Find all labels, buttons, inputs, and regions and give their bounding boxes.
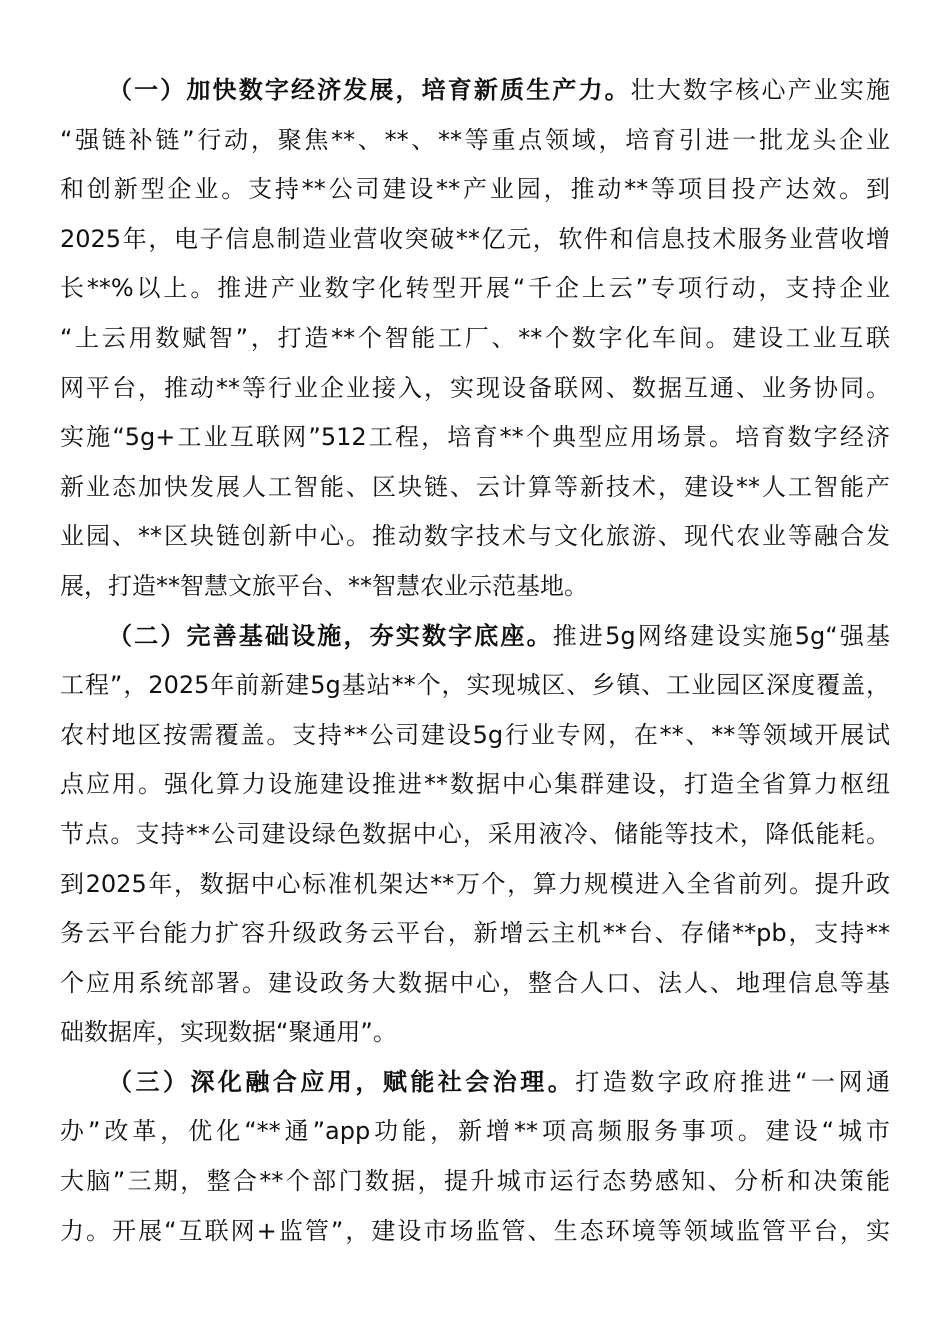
section-heading: （一）加快数字经济发展，培育新质生产力。	[108, 76, 631, 104]
text-line: 力。开展“互联网+监管”，建设市场监管、生态环境等领域监管平台，实	[60, 1216, 890, 1245]
text-line: （一）加快数字经济发展，培育新质生产力。壮大数字核心产业实施	[108, 76, 891, 104]
text-line: （三）深化融合应用，赋能社会治理。打造数字政府推进“一网通	[108, 1067, 890, 1096]
text-line: 业园、**区块链创新中心。推动数字技术与文化旅游、现代农业等融合发	[60, 522, 890, 551]
text-line: 展，打造**智慧文旅平台、**智慧农业示范基地。	[60, 571, 588, 600]
text-line: 大脑”三期，整合**个部门数据，提升城市运行态势感知、分析和决策能	[60, 1167, 890, 1196]
text-line: 新业态加快发展人工智能、区块链、云计算等新技术，建设**人工智能产	[60, 472, 890, 501]
section-heading: （三）深化融合应用，赋能社会治理。	[108, 1067, 576, 1096]
text-line: 2025年，电子信息制造业营收突破**亿元，软件和信息技术服务业营收增	[60, 224, 890, 253]
text-line: 务云平台能力扩容升级政务云平台，新增云主机**台、存储**pb，支持**	[60, 919, 890, 948]
text-line: 节点。支持**公司建设绿色数据中心，采用液冷、储能等技术，降低能耗。	[60, 819, 890, 848]
section-3-paragraph	[60, 1058, 890, 1256]
text-line: 实施“5g+工业互联网”512工程，培育**个典型应用场景。培育数字经济	[60, 423, 890, 452]
text-line: 长**%以上。推进产业数字化转型开展“千企上云”专项行动，支持企业	[60, 274, 890, 303]
document-body	[60, 66, 890, 1256]
text-line: 和创新型企业。支持**公司建设**产业园，推动**等项目投产达效。到	[60, 175, 890, 204]
text-line: “强链补链”行动，聚焦**、**、**等重点领域，培育引进一批龙头企业	[60, 125, 890, 154]
text-line: “上云用数赋智”，打造**个智能工厂、**个数字化车间。建设工业互联	[60, 323, 890, 352]
text-line: 办”改革，优化“**通”app功能，新增**项高频服务事项。建设“城市	[60, 1117, 890, 1146]
text-line: （二）完善基础设施，夯实数字底座。推进5g网络建设实施5g“强基	[108, 621, 890, 650]
text-line: 础数据库，实现数据“聚通用”。	[60, 1018, 397, 1047]
text-line: 网平台，推动**等行业企业接入，实现设备联网、数据互通、业务协同。	[60, 373, 890, 402]
text-line: 到2025年，数据中心标准机架达**万个，算力规模进入全省前列。提升政	[60, 869, 890, 898]
section-heading: （二）完善基础设施，夯实数字底座。	[108, 621, 553, 650]
text-line: 个应用系统部署。建设政务大数据中心，整合人口、法人、地理信息等基	[60, 968, 890, 997]
text-line: 农村地区按需覆盖。支持**公司建设5g行业专网，在**、**等领域开展试	[60, 720, 890, 749]
section-2-paragraph	[60, 612, 890, 1058]
text-line: 点应用。强化算力设施建设推进**数据中心集群建设，打造全省算力枢纽	[60, 770, 890, 799]
text-line: 工程”，2025年前新建5g基站**个，实现城区、乡镇、工业园区深度覆盖，	[60, 671, 890, 700]
section-1-paragraph	[60, 66, 890, 612]
